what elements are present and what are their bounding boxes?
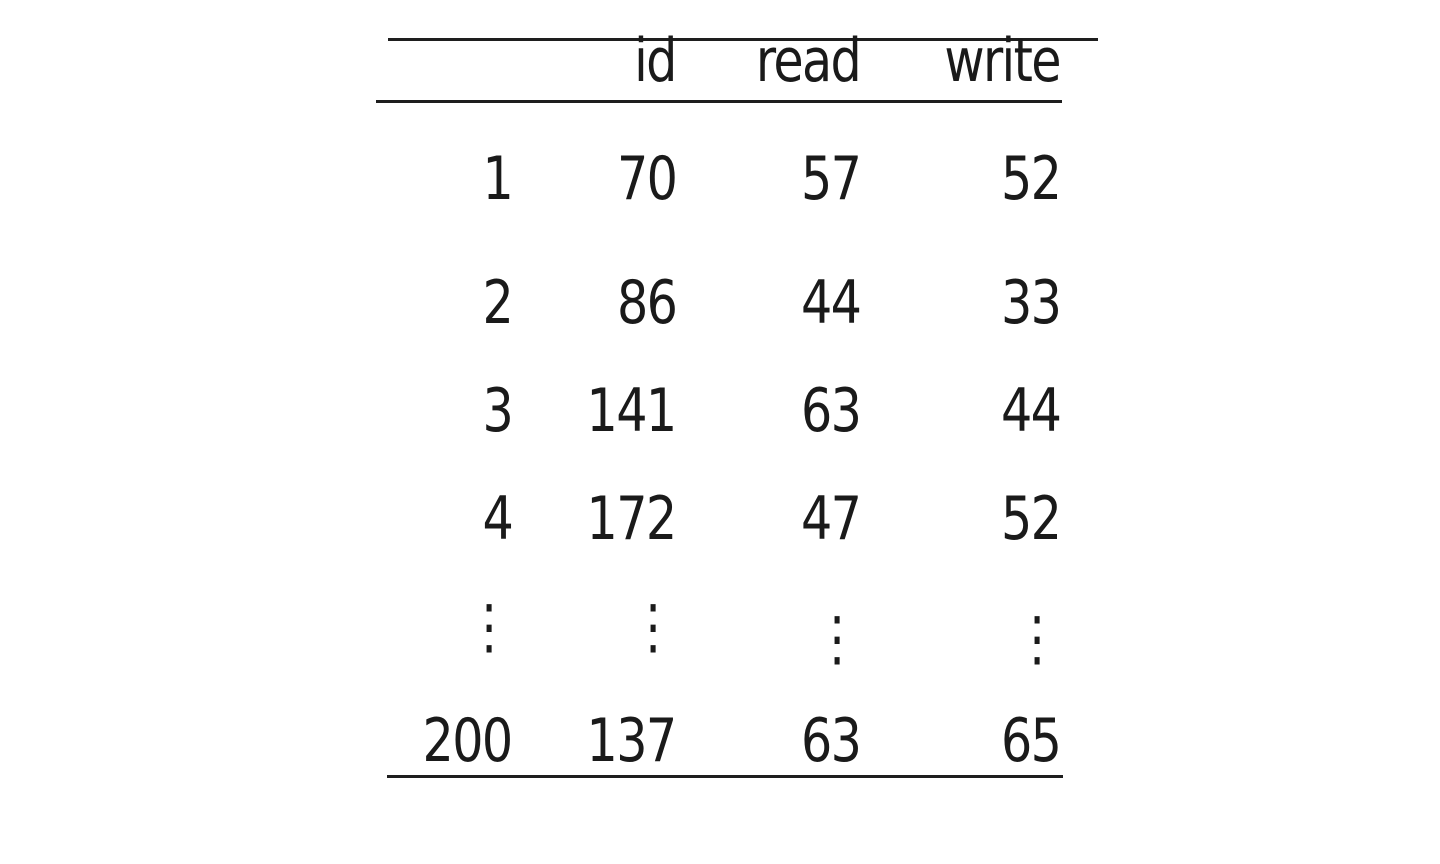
cell-id: 141	[587, 376, 676, 446]
row-ellipsis: ⋮	[628, 592, 676, 662]
cell-write: 33	[1000, 268, 1060, 338]
row-ellipsis: ⋮	[812, 604, 860, 674]
cell-read: 47	[800, 484, 860, 554]
cell-id: 137	[587, 706, 676, 776]
cell-read: 57	[800, 144, 860, 214]
cell-id: 86	[616, 268, 676, 338]
cell-read: 63	[800, 706, 860, 776]
column-header-id: id	[634, 26, 676, 96]
row-index: 4	[482, 484, 512, 554]
column-header-write: write	[944, 26, 1060, 96]
cell-write: 65	[1000, 706, 1060, 776]
row-index: 200	[423, 706, 512, 776]
cell-read: 63	[800, 376, 860, 446]
cell-id: 70	[616, 144, 676, 214]
row-index: 2	[482, 268, 512, 338]
cell-write: 52	[1000, 144, 1060, 214]
row-index: 1	[482, 144, 512, 214]
cell-read: 44	[800, 268, 860, 338]
cell-write: 52	[1000, 484, 1060, 554]
row-index: 3	[482, 376, 512, 446]
table-header-rule	[376, 100, 1062, 103]
cell-id: 172	[587, 484, 676, 554]
cell-write: 44	[1000, 376, 1060, 446]
row-ellipsis: ⋮	[1012, 604, 1060, 674]
row-ellipsis: ⋮	[464, 592, 512, 662]
column-header-read: read	[755, 26, 860, 96]
